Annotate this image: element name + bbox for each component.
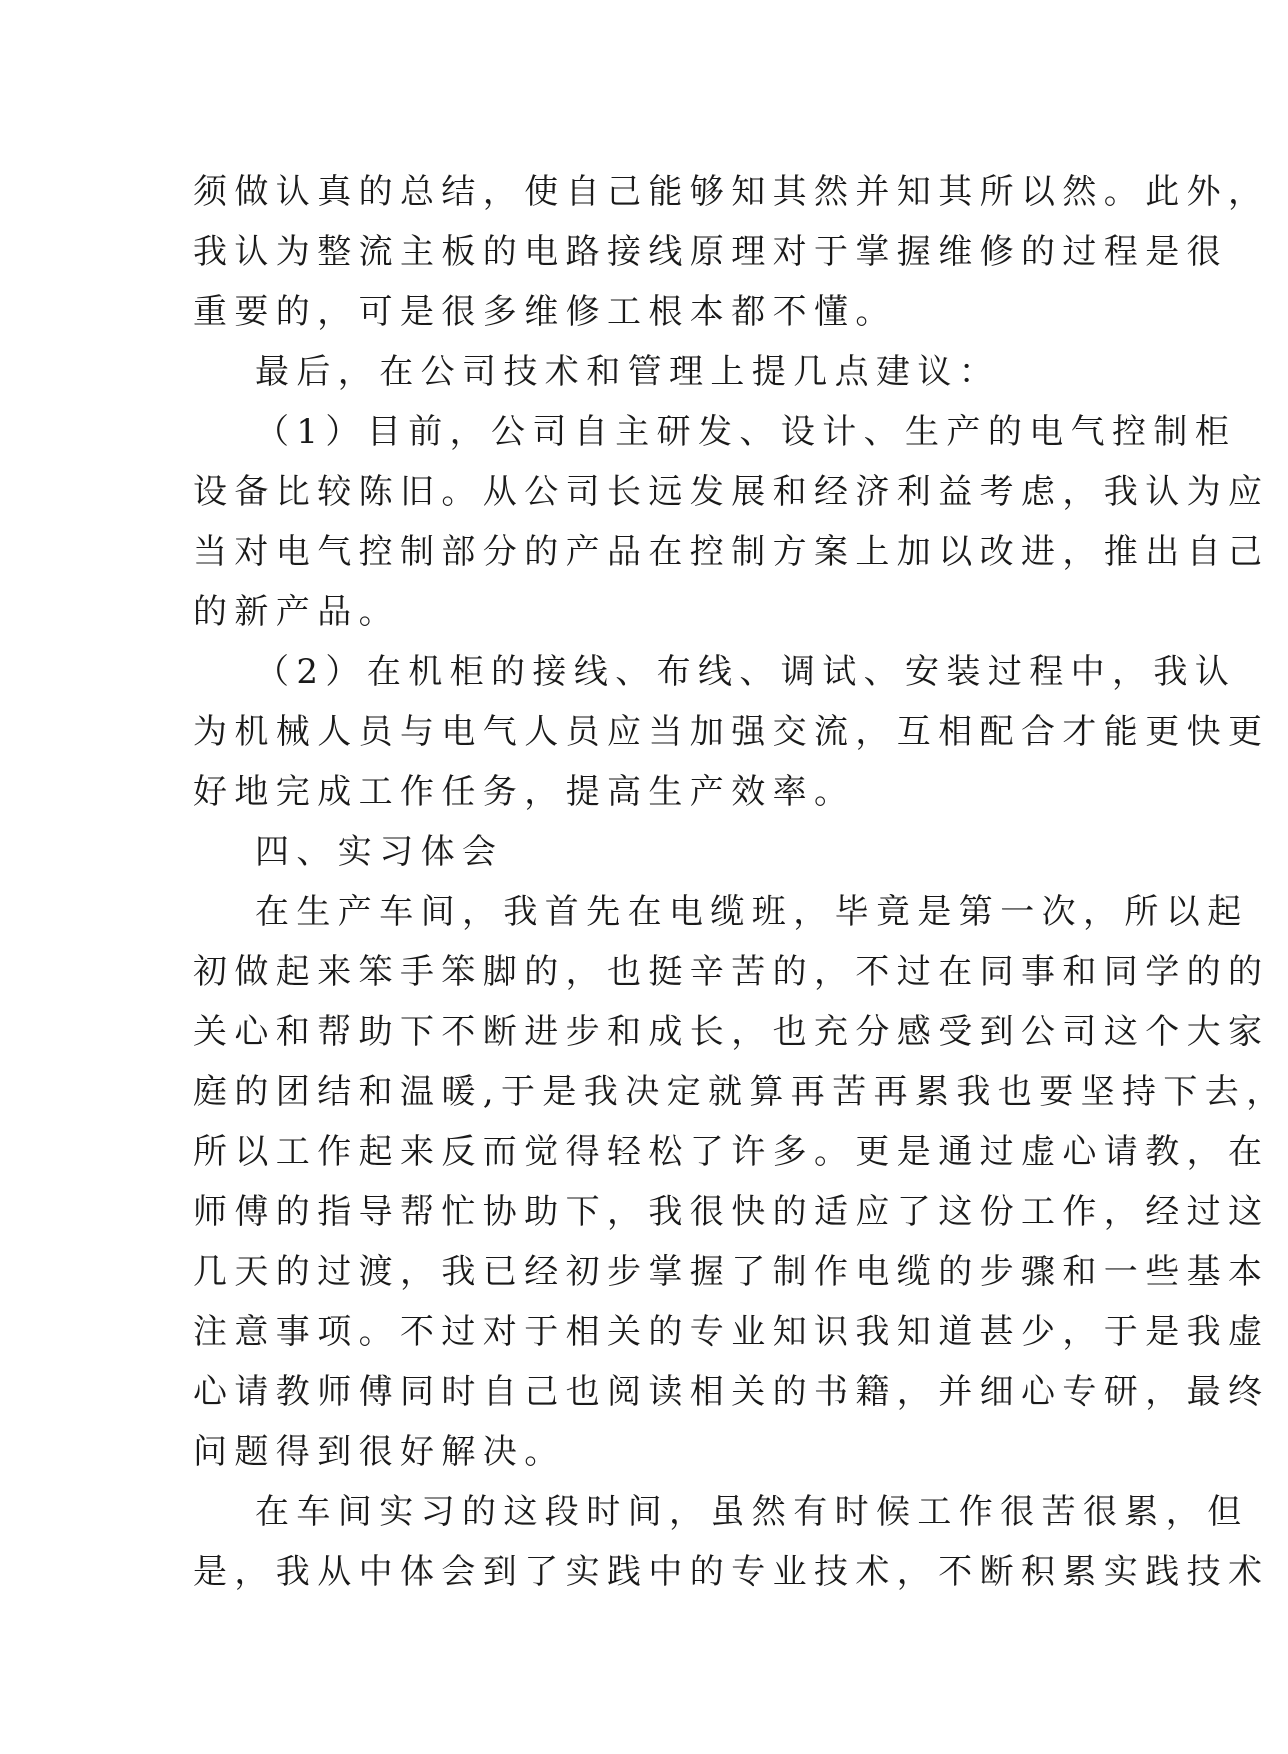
text-line: 的新产品。 xyxy=(193,592,400,632)
text-line: 四、实习体会 xyxy=(255,832,504,872)
text-line: 关心和帮助下不断进步和成长，也充分感受到公司这个大家 xyxy=(193,1012,1270,1052)
text-line: 所以工作起来反而觉得轻松了许多。更是通过虚心请教，在 xyxy=(193,1132,1270,1172)
text-line: 我认为整流主板的电路接线原理对于掌握维修的过程是很 xyxy=(193,232,1228,272)
text-line: 当对电气控制部分的产品在控制方案上加以改进，推出自己 xyxy=(193,532,1270,572)
text-line: 在生产车间，我首先在电缆班，毕竟是第一次，所以起 xyxy=(255,892,1249,932)
text-line: 心请教师傅同时自己也阅读相关的书籍，并细心专研，最终 xyxy=(193,1372,1270,1412)
text-line: 庭的团结和温暖,于是我决定就算再苦再累我也要坚持下去， xyxy=(193,1072,1288,1112)
text-line: 好地完成工作任务，提高生产效率。 xyxy=(193,772,856,812)
text-line: 是，我从中体会到了实践中的专业技术，不断积累实践技术 xyxy=(193,1552,1270,1592)
text-line: 在车间实习的这段时间，虽然有时候工作很苦很累，但 xyxy=(255,1492,1249,1532)
text-line: 注意事项。不过对于相关的专业知识我知道甚少，于是我虚 xyxy=(193,1312,1270,1352)
text-line: （1）目前，公司自主研发、设计、生产的电气控制柜 xyxy=(255,412,1237,452)
text-line: 师傅的指导帮忙协助下，我很快的适应了这份工作，经过这 xyxy=(193,1192,1270,1232)
text-line: 设备比较陈旧。从公司长远发展和经济利益考虑，我认为应 xyxy=(193,472,1270,512)
text-line: 几天的过渡，我已经初步掌握了制作电缆的步骤和一些基本 xyxy=(193,1252,1270,1292)
document-body xyxy=(193,162,1288,1602)
text-line: 为机械人员与电气人员应当加强交流，互相配合才能更快更 xyxy=(193,712,1270,752)
text-line: （2）在机柜的接线、布线、调试、安装过程中，我认 xyxy=(255,652,1237,692)
text-line: 须做认真的总结，使自己能够知其然并知其所以然。此外， xyxy=(193,172,1270,212)
text-line: 最后，在公司技术和管理上提几点建议： xyxy=(255,352,1001,392)
text-line: 问题得到很好解决。 xyxy=(193,1432,566,1472)
text-line: 初做起来笨手笨脚的，也挺辛苦的，不过在同事和同学的的 xyxy=(193,952,1270,992)
text-line: 重要的，可是很多维修工根本都不懂。 xyxy=(193,292,897,332)
